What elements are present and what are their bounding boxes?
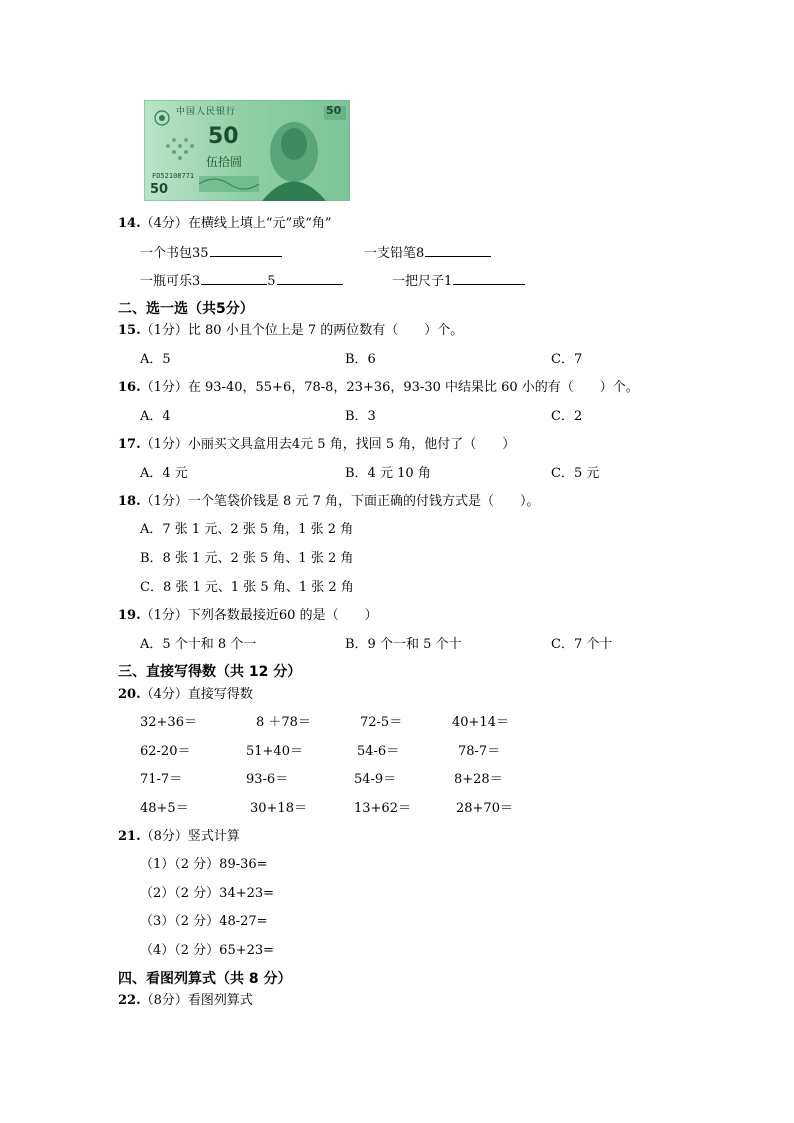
- answer-blank[interactable]: [425, 244, 491, 257]
- question-number: 20.: [118, 687, 141, 702]
- question-text: （1分）下列各数最接近60 的是（ ）: [140, 608, 378, 623]
- answer-blank[interactable]: [210, 244, 282, 257]
- q20-expr: 78-7＝: [458, 744, 501, 759]
- banknote-denomination: 50: [208, 124, 239, 149]
- q20-expr: 48+5＝: [140, 801, 189, 816]
- q17-option-b[interactable]: B．4 元 10 角: [345, 466, 431, 481]
- question-19: [118, 604, 378, 623]
- question-text: （8分）看图列算式: [140, 993, 253, 1008]
- q16-option-a[interactable]: A．4: [140, 409, 171, 424]
- banknote-top-value: 50: [326, 104, 342, 117]
- q20-expr: 62-20＝: [140, 744, 191, 759]
- question-18: [118, 490, 539, 509]
- question-text: （1分）比 80 小且个位上是 7 的两位数有（ ）个。: [140, 323, 464, 338]
- q18-option-a[interactable]: A．7 张 1 元、2 张 5 角，1 张 2 角: [140, 522, 354, 537]
- answer-blank[interactable]: [453, 272, 525, 285]
- q14-item-label: 5: [267, 274, 276, 289]
- q19-option-a[interactable]: A．5 个十和 8 个一: [140, 637, 257, 652]
- answer-blank[interactable]: [277, 272, 343, 285]
- question-number: 16.: [118, 380, 141, 395]
- q21-item-3: （3）（2 分）48-27=: [140, 914, 268, 929]
- question-text: （1分）一个笔袋价钱是 8 元 7 角，下面正确的付钱方式是（ ）。: [140, 494, 540, 509]
- q21-item-4: （4）（2 分）65+23=: [140, 943, 275, 958]
- q20-expr: 32+36＝: [140, 715, 197, 730]
- question-text: （8分）竖式计算: [140, 829, 240, 844]
- question-text: （1分）在 93-40，55+6，78-8，23+36，93-30 中结果比 60 小的有（ ）个。: [140, 380, 639, 395]
- q20-expr: 71-7＝: [140, 772, 183, 787]
- q20-expr: 13+62＝: [354, 801, 411, 816]
- question-number: 21.: [118, 829, 141, 844]
- q15-option-c[interactable]: C．7: [551, 352, 583, 367]
- banknote-corner-value: 50: [150, 182, 169, 197]
- q20-expr: 72-5＝: [360, 715, 403, 730]
- q14-item-label: 一支铅笔8: [364, 246, 425, 261]
- q19-option-b[interactable]: B．9 个一和 5 个十: [345, 637, 462, 652]
- banknote-serial: FD52108771: [152, 172, 195, 180]
- question-number: 22.: [118, 993, 141, 1008]
- q20-expr: 28+70＝: [456, 801, 513, 816]
- q14-item-2: [364, 242, 491, 261]
- q16-option-c[interactable]: C．2: [551, 409, 583, 424]
- q20-expr: 40+14＝: [452, 715, 509, 730]
- banknote-denomination-words: 伍拾圆: [206, 155, 243, 169]
- question-21: [118, 825, 240, 844]
- q20-expr: 54-9＝: [354, 772, 397, 787]
- question-text: （4分）在横线上填上“元”或“角”: [140, 216, 332, 231]
- banknote-bank-name: 中国人民银行: [176, 107, 237, 117]
- question-14: [118, 212, 331, 231]
- question-text: （4分）直接写得数: [140, 687, 253, 702]
- question-22: [118, 989, 253, 1008]
- section-2-heading: 二、选一选（共5分）: [118, 301, 254, 317]
- question-number: 15.: [118, 323, 141, 338]
- q21-item-2: （2）（2 分）34+23=: [140, 886, 275, 901]
- q17-option-a[interactable]: A．4 元: [140, 466, 188, 481]
- q20-expr: 51+40＝: [246, 744, 303, 759]
- question-20: [118, 683, 253, 702]
- question-17: [118, 433, 515, 452]
- question-number: 17.: [118, 437, 141, 452]
- question-number: 19.: [118, 608, 141, 623]
- section-4-heading: 四、看图列算式（共 8 分）: [118, 971, 292, 987]
- q14-item-label: 一瓶可乐3: [140, 274, 201, 289]
- q17-option-c[interactable]: C．5 元: [551, 466, 600, 481]
- q15-option-b[interactable]: B．6: [345, 352, 376, 367]
- q20-expr: 30+18＝: [250, 801, 307, 816]
- q14-item-label: 一把尺子1: [392, 274, 453, 289]
- q21-item-1: （1）（2 分）89-36=: [140, 857, 268, 872]
- answer-blank[interactable]: [201, 272, 267, 285]
- q20-expr: 8 ＋78＝: [256, 715, 311, 730]
- question-text: （1分）小丽买文具盒用去4元 5 角，找回 5 角，他付了（ ）: [140, 437, 516, 452]
- section-3-heading: 三、直接写得数（共 12 分）: [118, 664, 302, 680]
- q20-expr: 54-6＝: [357, 744, 400, 759]
- q20-expr: 8+28＝: [454, 772, 503, 787]
- question-number: 18.: [118, 494, 141, 509]
- banknote-50-yuan-image: [144, 100, 350, 201]
- q15-option-a[interactable]: A．5: [140, 352, 171, 367]
- q14-item-label: 一个书包35: [140, 246, 209, 261]
- q18-option-b[interactable]: B．8 张 1 元、2 张 5 角、1 张 2 角: [140, 551, 354, 566]
- q14-item-4: [392, 270, 525, 289]
- question-15: [118, 319, 463, 338]
- q20-expr: 93-6＝: [246, 772, 289, 787]
- q14-item-3: [140, 270, 343, 289]
- q16-option-b[interactable]: B．3: [345, 409, 376, 424]
- q14-item-1: [140, 242, 282, 261]
- q19-option-c[interactable]: C．7 个十: [551, 637, 613, 652]
- question-16: [118, 376, 639, 395]
- question-number: 14.: [118, 216, 141, 231]
- q18-option-c[interactable]: C．8 张 1 元、1 张 5 角、1 张 2 角: [140, 580, 354, 595]
